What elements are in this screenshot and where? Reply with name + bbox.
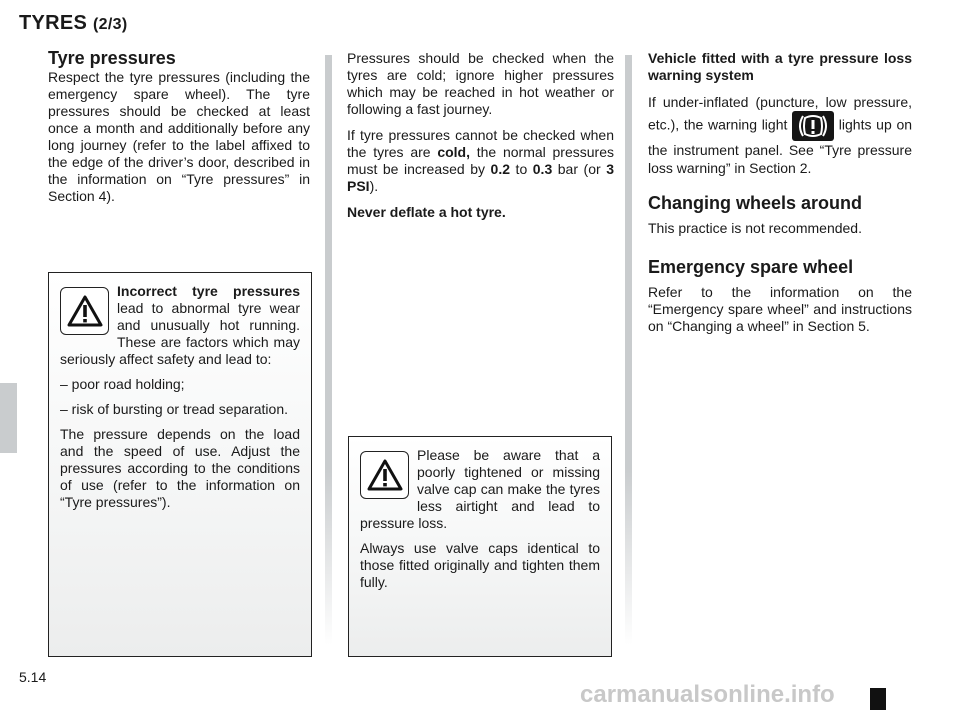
hot-tyre-adjust-text: If tyre pressures cannot be checked when the tyres are cold, the normal pressures must be increased by 0.2 to 0.3 bar (or 3 PSI). (347, 127, 614, 194)
valve-cap-footer: Always use valve caps identical to those fitted originally and tighten them fully. (360, 540, 600, 590)
warning-lead: Incorrect tyre pressures (117, 283, 300, 299)
column-1 (48, 50, 310, 214)
warning-box-tyre-pressures (48, 272, 312, 657)
warning-item-1: – poor road holding; (60, 376, 185, 392)
watermark: carmanualsonline.info (580, 681, 835, 708)
emergency-spare-text: Refer to the information on the “Emergency spare wheel” and instructions on “Changing a wheel” in Section 5. (648, 284, 912, 334)
warning-footer: The pressure depends on the load and the speed of use. Adjust the pressures according to the conditions of use (refer to the information on “Tyre pressures”). (60, 426, 300, 510)
check-cold-text: Pressures should be checked when the tyres are cold; ignore higher pressures which may be reached in hot weather or following a fast journey. (347, 50, 614, 117)
warning-text: lead to abnormal tyre wear and unusually hot running. These are factors which may seriously affect safety and lead to: (60, 300, 300, 367)
tpms-text: If under-inflated (puncture, low pressure, etc.), the warning light lights up on the instrument panel. See “Tyre pressure loss warning” in Section 2. (648, 94, 913, 176)
corner-marker (870, 688, 886, 710)
warning-triangle-icon (60, 287, 109, 335)
warning-item-2: – risk of bursting or tread separation. (60, 401, 289, 417)
tyre-pressure-warning-icon (792, 111, 834, 141)
page-number: 5.14 (19, 669, 47, 685)
column-divider-1 (325, 55, 332, 645)
emergency-spare-heading: Emergency spare wheel (648, 257, 854, 277)
tpms-intro: Vehicle fitted with a tyre pressure loss warning system (648, 50, 912, 83)
column-2 (347, 50, 614, 230)
tyre-pressures-heading: Tyre pressures (48, 48, 176, 68)
page-title (19, 12, 127, 35)
section-tab (0, 383, 17, 453)
tyre-pressures-text: Respect the tyre pressures (including the emergency spare wheel). The tyre pressures should be checked at least once a month and additionally before any long journey (refer to the label affixed to the edge of the driver’s door, described in the information on “Tyre pressures” in Section 4). (48, 69, 310, 204)
changing-wheels-text: This practice is not recommended. (648, 220, 862, 236)
valve-cap-warning-text: Please be aware that a poorly tightened or missing valve cap can make the tyres less airtight and lead to pressure loss. (360, 447, 600, 531)
warning-box-valve-cap (348, 436, 612, 657)
title-suffix: (2/3) (93, 16, 128, 33)
column-divider-2 (625, 55, 632, 645)
warning-triangle-icon (360, 451, 409, 499)
title-main: TYRES (19, 12, 88, 34)
changing-wheels-heading: Changing wheels around (648, 193, 863, 213)
never-deflate-text: Never deflate a hot tyre. (347, 204, 506, 220)
column-3 (648, 50, 912, 344)
